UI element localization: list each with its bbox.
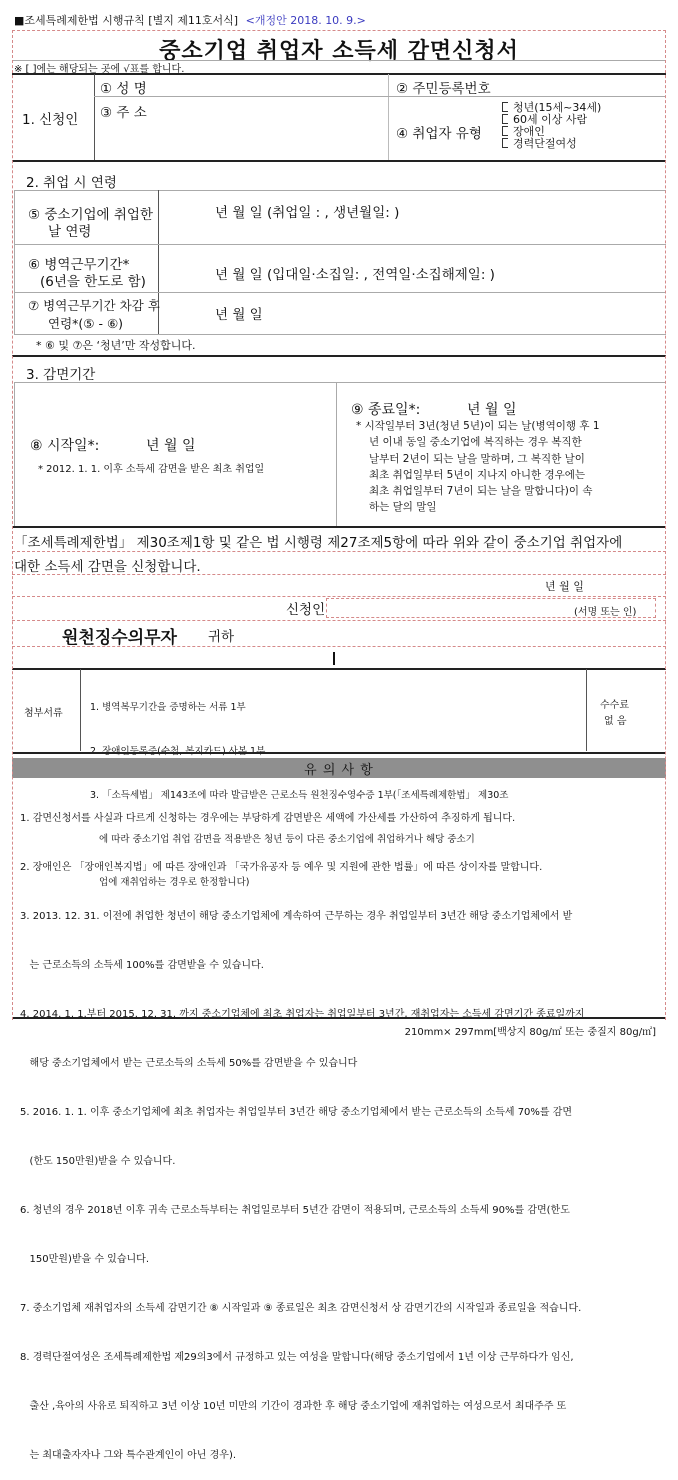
paper-spec: 210mm× 297mm[백상지 80g/㎡ 또는 중질지 80g/㎡] — [404, 1027, 656, 1038]
age-section-label: 2. 취업 시 연령 — [26, 175, 117, 191]
worker-type-label: ④ 취업자 유형 — [396, 126, 482, 142]
row5-value[interactable]: 년 월 일 (취업일 : , 생년월일: ) — [215, 205, 400, 221]
attachment-item: 에 따라 중소기업 취업 감면을 적용받은 청년 등이 다른 중소기업에 취업하거나 해당 중소기 — [90, 833, 475, 845]
applicant-section-label: 1. 신청인 — [22, 112, 79, 128]
row5-label: ⑤ 중소기업에 취업한 — [28, 207, 154, 223]
end-date-label: ⑨ 종료일*: — [351, 402, 421, 418]
row6-value[interactable]: 년 월 일 (입대일·소집일: , 전역일·소집해제일: ) — [215, 267, 495, 283]
form-ref-text: ■조세특례제한법 시행규칙 [별지 제11호서식] — [14, 14, 239, 27]
fee-value: 없 음 — [604, 716, 627, 727]
applicant-label: 신청인 — [286, 602, 326, 618]
checkbox-icon — [502, 102, 508, 112]
row6-label-2: (6년을 한도로 함) — [40, 274, 146, 290]
name-label: ① 성 명 — [100, 81, 147, 97]
notes-title: 유 의 사 항 — [304, 763, 374, 778]
text-cursor — [333, 652, 335, 665]
row6-label: ⑥ 병역근무기간* — [28, 257, 130, 273]
attachment-item: 1. 병역복무기간을 증명하는 서류 1부 — [90, 702, 246, 714]
start-date-value[interactable]: 년 월 일 — [146, 438, 196, 454]
address-label: ③ 주 소 — [100, 105, 147, 121]
sign-note: (서명 또는 인) — [574, 607, 637, 618]
row7-value[interactable]: 년 월 일 — [215, 307, 263, 323]
revision-note: <개정안 2018. 10. 9.> — [245, 14, 366, 27]
start-date-label: ⑧ 시작일*: — [30, 438, 100, 454]
type-option-career-break-woman[interactable]: 경력단절여성 — [502, 138, 601, 150]
statement-line-1: 「조세특례제한법」 제30조제1항 및 같은 법 시행령 제27조제5항에 따라 위와 같이 중소기업 취업자에 — [14, 535, 623, 551]
checkbox-icon — [502, 114, 508, 124]
attachment-item: 2. 장애인등록증(수첩, 복지카드) 사본 1부 — [90, 745, 266, 757]
checkbox-icon — [502, 126, 508, 136]
recipient-label: 원천징수의무자 — [62, 628, 177, 648]
checkbox-icon — [502, 138, 508, 148]
row7-label: ⑦ 병역근무기간 차감 후 — [28, 298, 160, 313]
attachments-label: 첨부서류 — [24, 708, 63, 719]
end-date-note: * 시작일부터 3년(청년 5년)이 되는 날(병역이행 후 1 년 이내 동일 중소기업에 복직하는 경우 복직한 날부터 2년이 되는 날을 말하며, 그 복직한 날이 최초 취업일부터 5년이 지나지 아니한 경우에는 최초 취업일부터 7년이 되는 날을 말합니다)이 속 하는 달의 말일 — [356, 420, 600, 514]
youth-only-note: * ⑥ 및 ⑦은 ‘청년’만 작성합니다. — [36, 339, 196, 352]
rrn-label: ② 주민등록번호 — [396, 81, 491, 97]
page-title: 중소기업 취업자 소득세 감면신청서 — [159, 39, 519, 64]
type-option-senior[interactable]: 60세 이상 사람 — [502, 114, 601, 126]
form-reference — [14, 12, 366, 28]
check-note: ※ [ ]에는 해당되는 곳에 √표를 합니다. — [14, 64, 185, 75]
recipient-suffix: 귀하 — [208, 629, 235, 645]
start-date-note: * 2012. 1. 1. 이후 소득세 감면을 받은 최초 취업일 — [38, 464, 265, 475]
exemption-period-label: 3. 감면기간 — [26, 367, 96, 383]
notes-list: 1. 감면신청서를 사실과 다르게 신청하는 경우에는 부당하게 감면받은 세액에 가산세를 가산하여 추징하게 됩니다. 2. 장애인은 「장애인복지법」에 따른 장애인과 「국가유공자 등 예우 및 지원에 관한 법률」에 따른 상이자를 말합니다. 3. 2013. 12. 31. 이전에 취업한 청년이 해당 중소기업체에 계속하여 근무하는 경우 취업일부터 3년간 해당 중소기업체에서 받 는 근로소득의 소득세 100%를 감면받을 수 있습니다. 4. 2014. 1. 1.부터 2015. 12. 31. 까지 중소기업체에 최초 취업자는 취업일부터 3년간, 재취업자는 소득세 감면기간 종료일까지 해당 중소기업체에서 받는 근로소득의 소득세 50%를 감면받을 수 있습니다 5. 2016. 1. 1. 이후 중소기업체에 최초 취업자는 취업일부터 3년간 해당 중소기업체에서 받는 근로소득의 소득세 70%를 감면 (한도 150만원)받을 수 있습니다. 6. 청년의 경우 2018년 이후 귀속 근로소득부터는 취업일로부터 5년간 감면이 적용되며, 근로소득의 소득세 90%를 감면(한도 150만원)받을 수 있습니다. 7. 중소기업체 재취업자의 소득세 감면기간 ⑧ 시작일과 ⑨ 종료일은 최초 감면신청서 상 감면기간의 시작일과 종료일을 적습니다. 8. 경력단절여성은 조세특례제한법 제29의3에서 규정하고 있는 여성을 말합니다(해당 중소기업에서 1년 이상 근무하다가 임신, 출산 ,육아의 사유로 퇴직하고 3년 이상 10년 미만의 기간이 경과한 후 해당 중소기업에 재취업하는 여성으로서 최대주주 또 는 최대출자자나 그와 특수관계인이 아닌 경우). — [20, 813, 585, 1461]
type-option-disabled[interactable]: 장애인 — [502, 126, 601, 138]
attachment-item: 업에 재취업하는 경우로 한정합니다) — [90, 877, 250, 889]
row5-label-2: 날 연령 — [48, 224, 92, 240]
worker-type-options — [502, 102, 601, 150]
row7-label-2: 연령*(⑤ - ⑥) — [48, 316, 124, 331]
statement-line-2: 대한 소득세 감면을 신청합니다. — [14, 559, 201, 575]
attachment-item: 3. 「소득세법」 제143조에 따라 발급받은 근로소득 원천징수영수증 1부(「조세특례제한법」 제30조 — [90, 789, 509, 801]
type-option-youth[interactable]: 청년(15세~34세) — [502, 102, 601, 114]
end-date-value[interactable]: 년 월 일 — [467, 402, 517, 418]
statement-date[interactable]: 년 월 일 — [545, 580, 584, 593]
fee-label: 수수료 — [600, 700, 629, 711]
